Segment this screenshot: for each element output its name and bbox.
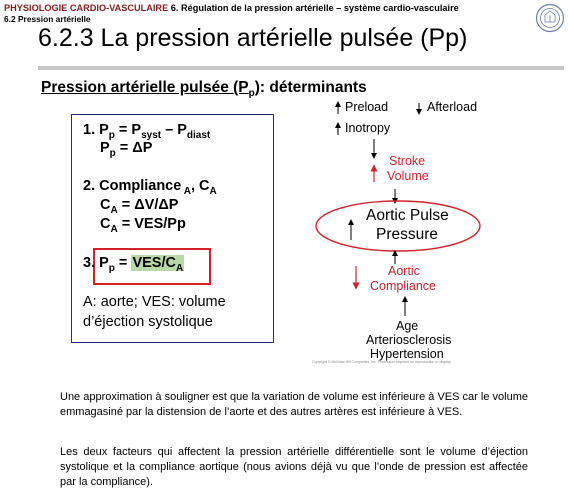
header-line: [4, 3, 459, 13]
note-line-2: d’éjection systolique: [83, 314, 213, 330]
title-divider: [38, 66, 564, 70]
header-subject: PHYSIOLOGIE CARDIO-VASCULAIRE: [4, 3, 169, 13]
label-pressure: Pressure: [376, 226, 439, 243]
label-age: Age: [396, 319, 419, 333]
formula-compliance-ves: $C_A = VES/Pp$: [100, 216, 186, 235]
label-arteriosclerosis: Arteriosclerosis: [366, 333, 452, 347]
label-afterload: Afterload: [427, 100, 478, 114]
formula-compliance-dv-dp: $C_A = \Delta V/\Delta P$: [100, 197, 179, 216]
body-paragraph-2: Les deux facteurs qui affectent la pression artérielle différentielle sont le volume d’éjection systolique et la compliance aortique (nous avions déjà vu que l’onde de pression est affectée par la compliance).: [60, 446, 528, 488]
label-aortic: Aortic: [388, 264, 420, 278]
slide-title: 6.2.3 La pression artérielle pulsée (Pp): [38, 24, 468, 52]
slide-subtitle: Pression artérielle pulsée $(P_p)$: déterminants: [41, 79, 367, 100]
formula-compliance-heading: 2. Compliance $_A$, $C_A$: [83, 178, 217, 197]
note-line-1: A: aorte; VES: volume: [83, 294, 226, 310]
label-aortic-pulse: Aortic Pulse: [366, 207, 449, 224]
label-preload: Preload: [345, 100, 389, 114]
body-paragraph-1: Une approximation à souligner est que la variation de volume est inférieure à VES car le volume emmagasiné par la distension de l’aorte et des autres artères est inférieure à VES.: [60, 391, 528, 418]
label-stroke: Stroke: [389, 154, 426, 168]
formula-delta-p: $P_p = \Delta P$: [100, 140, 153, 159]
label-hypertension: Hypertension: [370, 347, 444, 361]
university-seal-icon: [535, 3, 565, 33]
label-inotropy: Inotropy: [345, 121, 391, 135]
header-chapter: 6. Régulation de la pression artérielle – système cardio-vasculaire: [168, 3, 459, 13]
copyright-caption: Copyright © McGraw-Hill Companies, Inc. Permission required for reproduction or display.: [312, 360, 452, 364]
highlighted-term: VES/$C_A$: [132, 255, 184, 274]
formula-pulse-pressure: 1. $P_p = P_{syst} - P_{diast}$: [83, 122, 211, 141]
formula-pp-ves-ca: 3. $P_p = VES/C_A$: [83, 255, 184, 274]
determinants-diagram: [290, 94, 490, 369]
label-compliance: Compliance: [370, 279, 437, 293]
header-section: 6.2 Pression artérielle: [4, 14, 91, 24]
label-volume: Volume: [387, 169, 429, 183]
